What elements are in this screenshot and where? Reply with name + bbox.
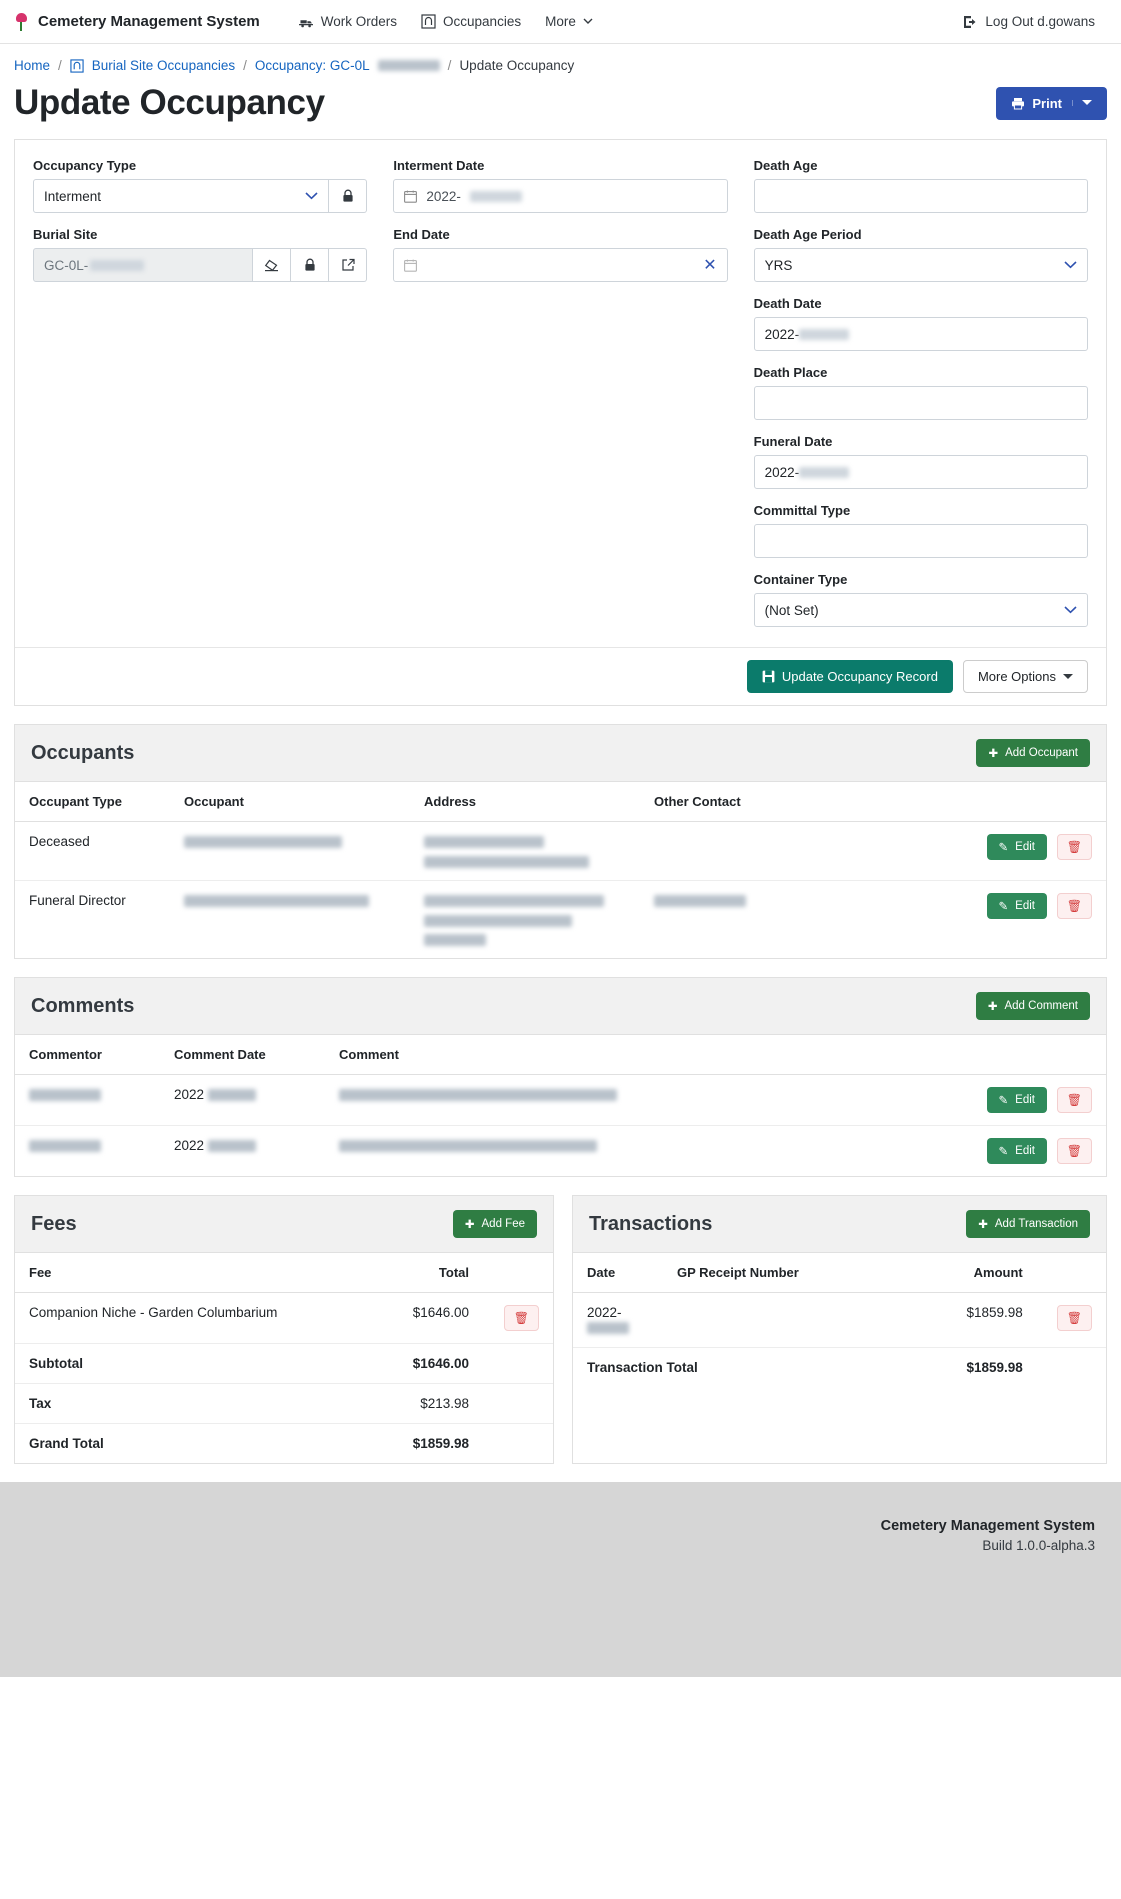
transaction-date-cell — [573, 1293, 663, 1348]
grand-total-row — [15, 1424, 553, 1464]
subtotal-label: Subtotal — [15, 1344, 374, 1384]
empty-cell — [483, 1384, 553, 1424]
redacted-address-line-1 — [424, 895, 604, 907]
fee-name-cell: Companion Niche - Garden Columbarium — [15, 1293, 374, 1344]
tax-value: $213.98 — [374, 1384, 483, 1424]
field-burial-site — [33, 227, 367, 282]
redacted-commentor — [29, 1140, 101, 1152]
occupants-title: Occupants — [31, 741, 135, 764]
redacted-occupancy-id — [378, 60, 440, 71]
burial-site-input — [33, 248, 253, 282]
nav-item-label: More — [545, 14, 576, 29]
plus-icon: ✚ — [978, 1219, 988, 1231]
redacted-commentor — [29, 1089, 101, 1101]
comments-table — [15, 1035, 1106, 1176]
update-occupancy-record-label: Update Occupancy Record — [781, 669, 938, 684]
occupancy-type-value: Interment — [44, 188, 102, 204]
trash-icon: 🗑 — [1066, 1144, 1082, 1158]
transaction-amount-cell: $1859.98 — [902, 1293, 1037, 1348]
committal-type-label: Committal Type — [753, 503, 851, 518]
comments-title: Comments — [31, 994, 135, 1017]
redacted-address-line-2 — [424, 856, 589, 868]
fees-transactions-row — [14, 1195, 1107, 1464]
redacted-occupant-name — [184, 836, 342, 848]
occupant-type-cell: Funeral Director — [29, 893, 126, 908]
delete-occupant-button[interactable] — [1057, 834, 1092, 860]
field-death-date — [754, 296, 1088, 351]
column-header-occupant: Occupant — [170, 782, 410, 822]
delete-comment-button[interactable] — [1057, 1138, 1092, 1164]
fees-header — [15, 1196, 553, 1253]
interment-date-label: Interment Date — [393, 158, 485, 173]
occupants-table-header-row — [15, 782, 1106, 822]
comment-date-value: 2022 — [174, 1138, 205, 1153]
occupant-type-cell: Deceased — [15, 822, 170, 881]
column-header-gp-receipt-number: GP Receipt Number — [663, 1253, 902, 1293]
table-row — [15, 881, 1106, 959]
tax-label: Tax — [15, 1384, 374, 1424]
form-actions — [15, 647, 1106, 705]
column-header-fee: Fee — [15, 1253, 374, 1293]
footer-build: Build 1.0.0-alpha.3 — [982, 1538, 1095, 1553]
row-actions — [1037, 1293, 1106, 1348]
end-date-input[interactable] — [393, 248, 727, 282]
subtotal-row — [15, 1344, 553, 1384]
logout-icon — [963, 15, 978, 29]
redacted-interment-date — [470, 191, 522, 202]
occupants-header — [15, 725, 1106, 782]
transaction-total-label: Transaction Total — [587, 1360, 698, 1375]
breadcrumb — [0, 44, 1121, 79]
edit-label: Edit — [1015, 1145, 1035, 1157]
row-actions — [483, 1293, 553, 1344]
pencil-icon: ✎ — [998, 842, 1009, 854]
external-link-icon — [341, 258, 355, 272]
pencil-icon: ✎ — [998, 1095, 1009, 1107]
empty-cell — [1037, 1348, 1106, 1388]
empty-cell — [483, 1424, 553, 1464]
death-place-input[interactable] — [754, 386, 1088, 420]
row-actions — [856, 822, 1106, 881]
occupant-cell — [170, 881, 410, 959]
edit-comment-button[interactable] — [987, 1138, 1047, 1164]
column-header-total: Total — [374, 1253, 483, 1293]
fee-total-cell: $1646.00 — [374, 1293, 483, 1344]
redacted-comment-date — [208, 1089, 256, 1101]
death-age-input[interactable] — [754, 179, 1088, 213]
column-header-actions — [483, 1253, 553, 1293]
comment-date-value: 2022 — [174, 1087, 205, 1102]
page-header — [0, 79, 1121, 139]
delete-transaction-button[interactable] — [1057, 1305, 1092, 1331]
more-options-button[interactable] — [963, 660, 1088, 693]
occupants-card — [14, 724, 1107, 959]
table-row — [15, 1293, 553, 1344]
occupant-cell — [170, 822, 410, 881]
redacted-occupant-name — [184, 895, 369, 907]
death-date-label: Death Date — [753, 296, 822, 311]
chevron-down-icon — [1072, 100, 1092, 106]
fees-card — [14, 1195, 554, 1464]
plus-icon: ✚ — [464, 1219, 475, 1231]
death-place-label: Death Place — [753, 365, 828, 380]
field-end-date — [393, 227, 727, 282]
commentor-cell — [15, 1075, 160, 1126]
column-header-date: Date — [573, 1253, 663, 1293]
brand-label: Cemetery Management System — [38, 13, 260, 30]
chevron-down-icon — [583, 18, 593, 25]
chevron-down-icon — [1063, 674, 1073, 680]
redacted-comment — [339, 1140, 597, 1152]
print-button[interactable] — [996, 87, 1107, 120]
breadcrumb-separator: / — [447, 58, 452, 73]
clear-icon[interactable]: ✕ — [703, 257, 717, 274]
field-death-place — [754, 365, 1088, 420]
container-type-select[interactable] — [754, 593, 1088, 627]
death-age-period-value: YRS — [764, 257, 793, 273]
funeral-date-value: 2022- — [764, 464, 800, 480]
breadcrumb-separator: / — [243, 58, 247, 73]
breadcrumb-current: Update Occupancy — [459, 58, 575, 73]
death-date-value: 2022- — [764, 326, 800, 342]
nav-item-label: Occupancies — [443, 14, 522, 29]
burial-site-clear-button[interactable] — [253, 248, 291, 282]
nav-item-more[interactable] — [533, 8, 605, 35]
chevron-down-icon — [1064, 261, 1077, 269]
tulip-logo-icon — [14, 12, 30, 32]
lock-icon — [304, 258, 316, 272]
death-date-input[interactable] — [754, 317, 1088, 351]
row-actions — [861, 1126, 1106, 1177]
breadcrumb-occupancy[interactable]: Occupancy: GC-0L — [254, 58, 370, 73]
pencil-icon: ✎ — [998, 901, 1009, 913]
transaction-date-value: 2022- — [587, 1305, 622, 1320]
edit-label: Edit — [1015, 841, 1035, 853]
column-header-actions — [1037, 1253, 1106, 1293]
trash-icon: 🗑 — [1066, 840, 1082, 854]
comments-card — [14, 977, 1107, 1177]
transactions-header — [573, 1196, 1106, 1253]
column-header-address: Address — [410, 782, 640, 822]
grand-total-label: Grand Total — [29, 1436, 104, 1451]
delete-comment-button[interactable] — [1057, 1087, 1092, 1113]
redacted-death-date — [799, 329, 849, 340]
trash-icon: 🗑 — [1066, 1093, 1082, 1107]
page-footer — [0, 1482, 1121, 1677]
redacted-comment — [339, 1089, 617, 1101]
comments-table-header-row — [15, 1035, 1106, 1075]
nav-item-work-orders[interactable] — [286, 8, 409, 35]
comment-date-cell — [160, 1075, 325, 1126]
occupancy-type-label: Occupancy Type — [33, 158, 137, 173]
burial-site-label: Burial Site — [33, 227, 98, 242]
add-comment-label: Add Comment — [1004, 1000, 1078, 1012]
funeral-date-input[interactable] — [754, 455, 1088, 489]
burial-site-value: GC-0L- — [44, 257, 89, 273]
top-navbar — [0, 0, 1121, 44]
column-header-comment: Comment — [325, 1035, 861, 1075]
form-column-2 — [393, 158, 727, 641]
add-fee-button[interactable] — [453, 1210, 537, 1238]
occupancy-icon — [421, 14, 436, 29]
calendar-icon — [404, 259, 417, 272]
field-interment-date — [393, 158, 727, 213]
add-occupant-label: Add Occupant — [1005, 747, 1078, 759]
redacted-burial-site — [90, 260, 144, 271]
death-age-period-label: Death Age Period — [753, 227, 862, 242]
eraser-icon — [264, 259, 279, 272]
comment-date-cell — [160, 1126, 325, 1177]
redacted-phone — [654, 895, 746, 907]
update-occupancy-record-button[interactable] — [747, 660, 953, 693]
breadcrumb-burial-site-occupancies[interactable]: Burial Site Occupancies — [91, 58, 236, 73]
brand[interactable] — [14, 12, 260, 32]
transactions-table — [573, 1253, 1106, 1387]
field-death-age-period — [754, 227, 1088, 282]
edit-label: Edit — [1015, 900, 1035, 912]
death-age-period-select[interactable] — [754, 248, 1088, 282]
transaction-total-value: $1859.98 — [966, 1360, 1023, 1375]
fees-table — [15, 1253, 553, 1463]
commentor-cell — [15, 1126, 160, 1177]
add-transaction-button[interactable] — [966, 1210, 1090, 1238]
funeral-date-label: Funeral Date — [753, 434, 833, 449]
add-transaction-label: Add Transaction — [994, 1218, 1078, 1230]
calendar-icon — [404, 190, 417, 203]
more-options-label: More Options — [977, 669, 1056, 684]
subtotal-value: $1646.00 — [374, 1344, 483, 1384]
redacted-transaction-date — [587, 1322, 629, 1334]
burial-site-icon — [70, 59, 84, 73]
delete-fee-button[interactable] — [504, 1305, 539, 1331]
form-column-3 — [754, 158, 1088, 641]
death-age-label: Death Age — [753, 158, 818, 173]
address-cell — [410, 822, 640, 881]
transactions-card — [572, 1195, 1107, 1464]
burial-site-open-button[interactable] — [329, 248, 367, 282]
transactions-table-header-row — [573, 1253, 1106, 1293]
fees-table-header-row — [15, 1253, 553, 1293]
column-header-occupant-type: Occupant Type — [15, 782, 170, 822]
print-label: Print — [1032, 95, 1062, 111]
column-header-actions — [856, 782, 1106, 822]
column-header-amount: Amount — [902, 1253, 1037, 1293]
edit-comment-button[interactable] — [987, 1087, 1047, 1113]
row-actions — [856, 881, 1106, 959]
delete-occupant-button[interactable] — [1057, 893, 1092, 919]
fees-title: Fees — [31, 1212, 77, 1235]
page-title: Update Occupancy — [14, 83, 325, 122]
redacted-address-line-2 — [424, 915, 572, 927]
edit-label: Edit — [1015, 1094, 1035, 1106]
nav-item-occupancies[interactable] — [409, 8, 533, 35]
end-date-label: End Date — [393, 227, 450, 242]
footer-app-name: Cemetery Management System — [880, 1518, 1095, 1534]
tax-row — [15, 1384, 553, 1424]
column-header-actions — [861, 1035, 1106, 1075]
add-comment-button[interactable] — [976, 992, 1090, 1020]
form-column-1 — [33, 158, 367, 641]
transaction-receipt-cell — [663, 1293, 902, 1348]
interment-date-input[interactable] — [393, 179, 727, 213]
edit-occupant-button[interactable] — [987, 893, 1047, 919]
container-type-label: Container Type — [753, 572, 848, 587]
container-type-value: (Not Set) — [764, 602, 819, 618]
trash-icon: 🗑 — [1066, 1311, 1082, 1325]
redacted-comment-date — [208, 1140, 256, 1152]
occupancy-type-select[interactable] — [33, 179, 329, 213]
empty-cell — [483, 1344, 553, 1384]
pencil-icon: ✎ — [998, 1146, 1009, 1158]
redacted-address-line-1 — [424, 836, 544, 848]
nav-item-label: Work Orders — [320, 14, 398, 29]
occupancy-form-card — [14, 139, 1107, 706]
printer-icon — [1011, 97, 1025, 110]
committal-type-input[interactable] — [754, 524, 1088, 558]
breadcrumb-separator: / — [58, 58, 62, 73]
redacted-funeral-date — [799, 467, 849, 478]
occupancy-type-lock-button[interactable] — [329, 179, 367, 213]
lock-icon — [342, 189, 354, 203]
column-header-other-contact: Other Contact — [640, 782, 856, 822]
truck-icon — [298, 16, 314, 28]
address-cell — [410, 881, 640, 959]
plus-icon: ✚ — [988, 748, 999, 760]
save-icon — [762, 670, 775, 683]
occupancy-form-grid — [15, 140, 1106, 647]
field-death-age — [754, 158, 1088, 213]
breadcrumb-home[interactable]: Home — [14, 58, 51, 73]
comments-header — [15, 978, 1106, 1035]
row-actions — [861, 1075, 1106, 1126]
field-funeral-date — [754, 434, 1088, 489]
burial-site-lock-button[interactable] — [291, 248, 329, 282]
edit-occupant-button[interactable] — [987, 834, 1047, 860]
occupants-table — [15, 782, 1106, 958]
comment-cell — [325, 1126, 861, 1177]
add-fee-label: Add Fee — [481, 1218, 525, 1230]
transaction-total-row — [573, 1348, 1106, 1388]
table-row — [573, 1293, 1106, 1348]
table-row — [15, 1126, 1106, 1177]
comment-cell — [325, 1075, 861, 1126]
table-row — [15, 822, 1106, 881]
interment-date-value: 2022- — [426, 188, 461, 204]
redacted-address-line-3 — [424, 934, 486, 946]
logout-button[interactable] — [951, 8, 1107, 35]
transactions-title: Transactions — [589, 1212, 713, 1235]
field-occupancy-type — [33, 158, 367, 213]
trash-icon: 🗑 — [1066, 899, 1082, 913]
field-container-type — [754, 572, 1088, 627]
chevron-down-icon — [1064, 606, 1077, 614]
column-header-commentor: Commentor — [15, 1035, 160, 1075]
other-contact-cell — [640, 822, 856, 881]
grand-total-value: $1859.98 — [412, 1436, 469, 1451]
plus-icon: ✚ — [987, 1001, 998, 1013]
logout-label: Log Out d.gowans — [985, 14, 1095, 29]
chevron-down-icon — [305, 192, 318, 200]
column-header-comment-date: Comment Date — [160, 1035, 325, 1075]
field-committal-type — [754, 503, 1088, 558]
table-row — [15, 1075, 1106, 1126]
other-contact-cell — [640, 881, 856, 959]
trash-icon: 🗑 — [513, 1311, 529, 1325]
add-occupant-button[interactable] — [976, 739, 1090, 767]
